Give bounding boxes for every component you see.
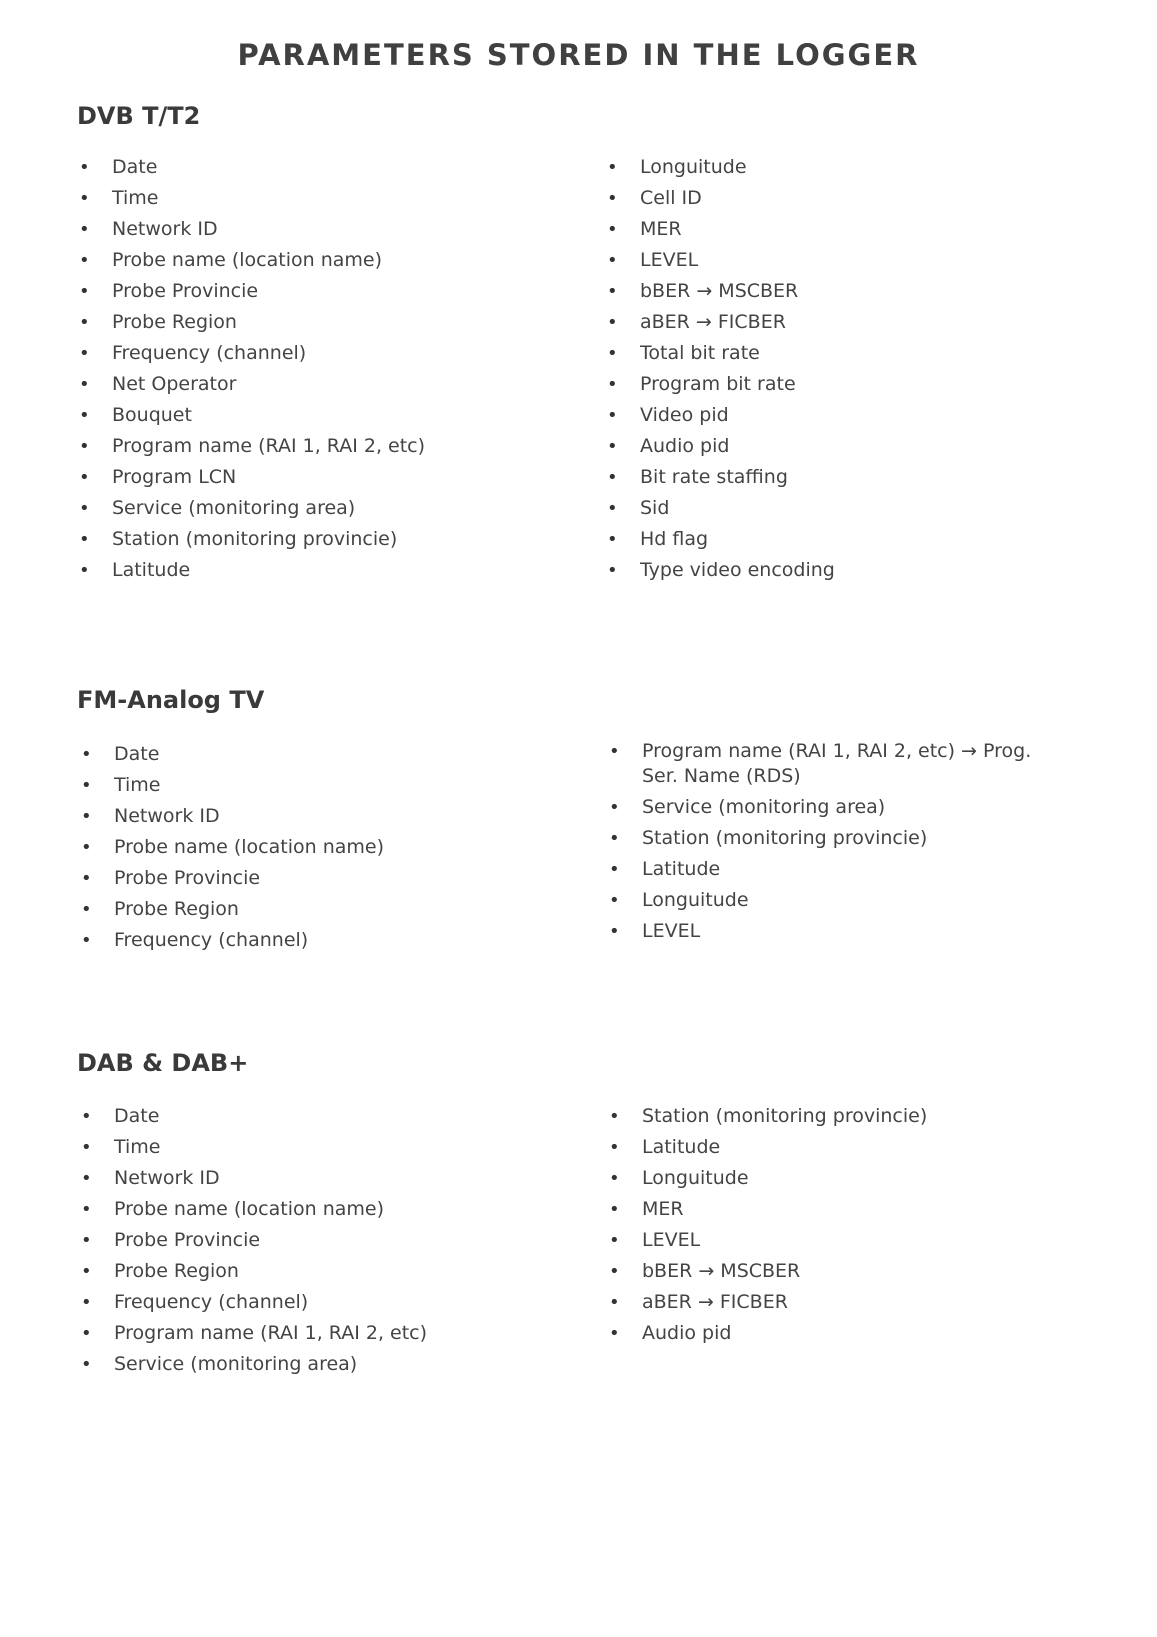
list-item: • Time [79, 770, 559, 801]
list-item: • Program name (RAI 1, RAI 2, etc) [77, 431, 557, 462]
list-item: • Probe Provincie [77, 276, 557, 307]
list-item: • aBER → FICBER [607, 1287, 1067, 1318]
list-item: • Time [79, 1132, 559, 1163]
list-item: • Probe name (location name) [79, 832, 559, 863]
list-item: • Program LCN [77, 462, 557, 493]
list-item: • Longuitude [607, 1163, 1067, 1194]
list-item: • Probe name (location name) [77, 245, 557, 276]
list-item: • Probe Provincie [79, 863, 559, 894]
list-item: • Total bit rate [605, 338, 1065, 369]
list-item: • Program name (RAI 1, RAI 2, etc) → Prog. Ser. Name (RDS) [607, 736, 1062, 792]
list-item: • Station (monitoring provincie) [607, 823, 1067, 854]
list-item: • Service (monitoring area) [79, 1349, 559, 1380]
list-item: • Service (monitoring area) [77, 493, 557, 524]
list-item: • MER [607, 1194, 1067, 1225]
list-item: • Frequency (channel) [79, 1287, 559, 1318]
list-item: • Bouquet [77, 400, 557, 431]
list-item: • Latitude [77, 555, 557, 586]
list-item: • Program name (RAI 1, RAI 2, etc) [79, 1318, 559, 1349]
list-item: • Frequency (channel) [79, 925, 559, 956]
list-item: • Latitude [607, 1132, 1067, 1163]
list-item: • Network ID [79, 1163, 559, 1194]
list-item: • Hd flag [605, 524, 1065, 555]
list-item: • Sid [605, 493, 1065, 524]
list-item: • Probe Region [79, 894, 559, 925]
list-item: • bBER → MSCBER [605, 276, 1065, 307]
list-item: • Video pid [605, 400, 1065, 431]
list-item: • Frequency (channel) [77, 338, 557, 369]
page-title: PARAMETERS STORED IN THE LOGGER [237, 38, 920, 72]
list-item: • Network ID [79, 801, 559, 832]
list-item: • Bit rate staffing [605, 462, 1065, 493]
list-item: • Service (monitoring area) [607, 792, 1067, 823]
list-item: • Audio pid [605, 431, 1065, 462]
list-item: • Program bit rate [605, 369, 1065, 400]
dab-right-list [607, 1101, 1067, 1349]
list-item: • Cell ID [605, 183, 1065, 214]
list-item: • Date [79, 1101, 559, 1132]
list-item: • Date [77, 152, 557, 183]
dvb-right-list [605, 152, 1065, 586]
list-item: • Date [79, 739, 559, 770]
list-item: • Station (monitoring provincie) [77, 524, 557, 555]
list-item: • Time [77, 183, 557, 214]
section-title-dab: DAB & DAB+ [77, 1049, 249, 1077]
fm-left-list [79, 739, 559, 956]
list-item: • LEVEL [607, 916, 1067, 947]
fm-right-list [607, 736, 1067, 947]
list-item: • LEVEL [607, 1225, 1067, 1256]
list-item: • Probe name (location name) [79, 1194, 559, 1225]
list-item: • Net Operator [77, 369, 557, 400]
list-item: • Station (monitoring provincie) [607, 1101, 1067, 1132]
list-item: • Longuitude [607, 885, 1067, 916]
list-item: • Latitude [607, 854, 1067, 885]
list-item: • Probe Region [79, 1256, 559, 1287]
list-item: • LEVEL [605, 245, 1065, 276]
dab-left-list [79, 1101, 559, 1380]
list-item: • Probe Region [77, 307, 557, 338]
section-title-dvb: DVB T/T2 [77, 102, 201, 130]
list-item: • Type video encoding [605, 555, 1065, 586]
list-item: • Network ID [77, 214, 557, 245]
list-item: • aBER → FICBER [605, 307, 1065, 338]
list-item: • bBER → MSCBER [607, 1256, 1067, 1287]
section-title-fm: FM-Analog TV [77, 686, 265, 714]
list-item: • Longuitude [605, 152, 1065, 183]
list-item: • Probe Provincie [79, 1225, 559, 1256]
dvb-left-list [77, 152, 557, 586]
list-item: • MER [605, 214, 1065, 245]
list-item: • Audio pid [607, 1318, 1067, 1349]
